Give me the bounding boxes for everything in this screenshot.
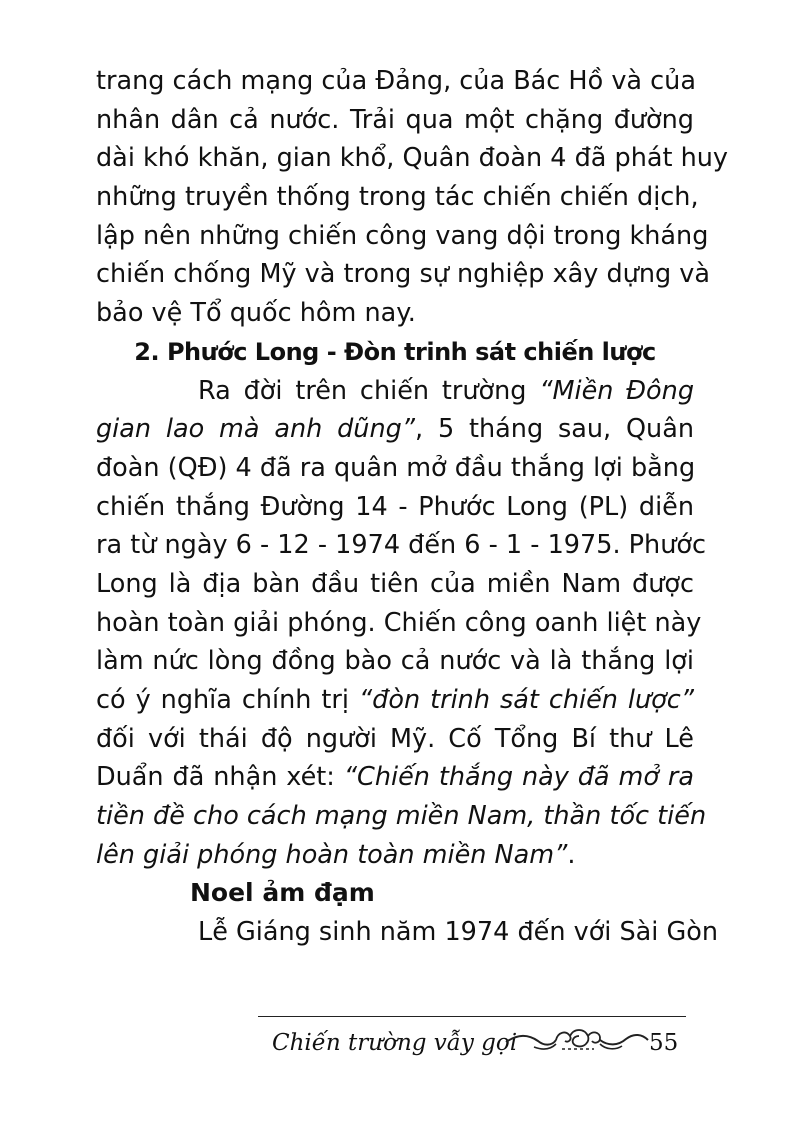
subheading: Noel ảm đạm [190, 878, 375, 908]
text-line [96, 836, 694, 875]
text-line: làm nức lòng đồng bào cả nước và là thắng lợi [96, 646, 694, 677]
section-heading: 2. Phước Long - Đòn trinh sát chiến lược [134, 337, 656, 366]
page-footer [96, 1016, 686, 1066]
text-line [96, 681, 694, 720]
text-line: đoàn (QĐ) 4 đã ra quân mở đầu thắng lợi bằng [96, 452, 696, 483]
text-run: Ra đời trên chiến trường [198, 375, 540, 406]
text-line [96, 758, 694, 797]
body-text [96, 62, 729, 952]
text-line: những truyền thống trong tác chiến chiến dịch, [96, 182, 699, 213]
text-line: đối với thái độ người Mỹ. Cố Tổng Bí thư Lê [96, 723, 694, 754]
text-run: . [567, 839, 576, 870]
scroll-ornament-icon [504, 1024, 650, 1054]
quote-text: “Miền Đông [539, 375, 695, 406]
quote-text: “Chiến thắng này đã mở ra [343, 762, 694, 793]
text-line: chiến thắng Đường 14 - Phước Long (PL) diễn [96, 491, 694, 522]
quote-text: “đòn trinh sát chiến lược” [358, 685, 694, 715]
text-line: Lễ Giáng sinh năm 1974 đến với Sài Gòn [198, 917, 719, 948]
text-line: nhân dân cả nước. Trải qua một chặng đường [96, 104, 694, 135]
text-line: bảo vệ Tổ quốc hôm nay. [96, 298, 416, 329]
footer-rule [258, 1016, 686, 1017]
text-line: dài khó khăn, gian khổ, Quân đoàn 4 đã phát huy [96, 143, 729, 174]
text-run: có ý nghĩa chính trị [96, 685, 359, 715]
text-line: Long là địa bàn đầu tiên của miền Nam được [96, 568, 694, 599]
text-run: Duẩn đã nhận xét: [96, 762, 344, 793]
text-line: lập nên những chiến công vang dội trong kháng [96, 220, 709, 251]
text-line: hoàn toàn giải phóng. Chiến công oanh liệt này [96, 607, 702, 638]
text-line [96, 797, 707, 836]
footer-book-title: Chiến trường vẫy gọi [272, 1030, 518, 1056]
text-line: trang cách mạng của Đảng, của Bác Hồ và của [96, 66, 696, 96]
text-run: , 5 tháng sau, Quân [415, 414, 694, 445]
quote-text: gian lao mà anh dũng” [96, 414, 416, 445]
text-line: ra từ ngày 6 - 12 - 1974 đến 6 - 1 - 1975. Phước [96, 530, 706, 561]
text-line: chiến chống Mỹ và trong sự nghiệp xây dựng và [96, 259, 711, 290]
text-line [96, 410, 694, 449]
text-line [96, 372, 694, 411]
page-number: 55 [649, 1030, 679, 1056]
quote-text: lên giải phóng hoàn toàn miền Nam” [96, 839, 568, 870]
quote-text: tiền đề cho cách mạng miền Nam, thần tốc tiến [96, 801, 707, 832]
